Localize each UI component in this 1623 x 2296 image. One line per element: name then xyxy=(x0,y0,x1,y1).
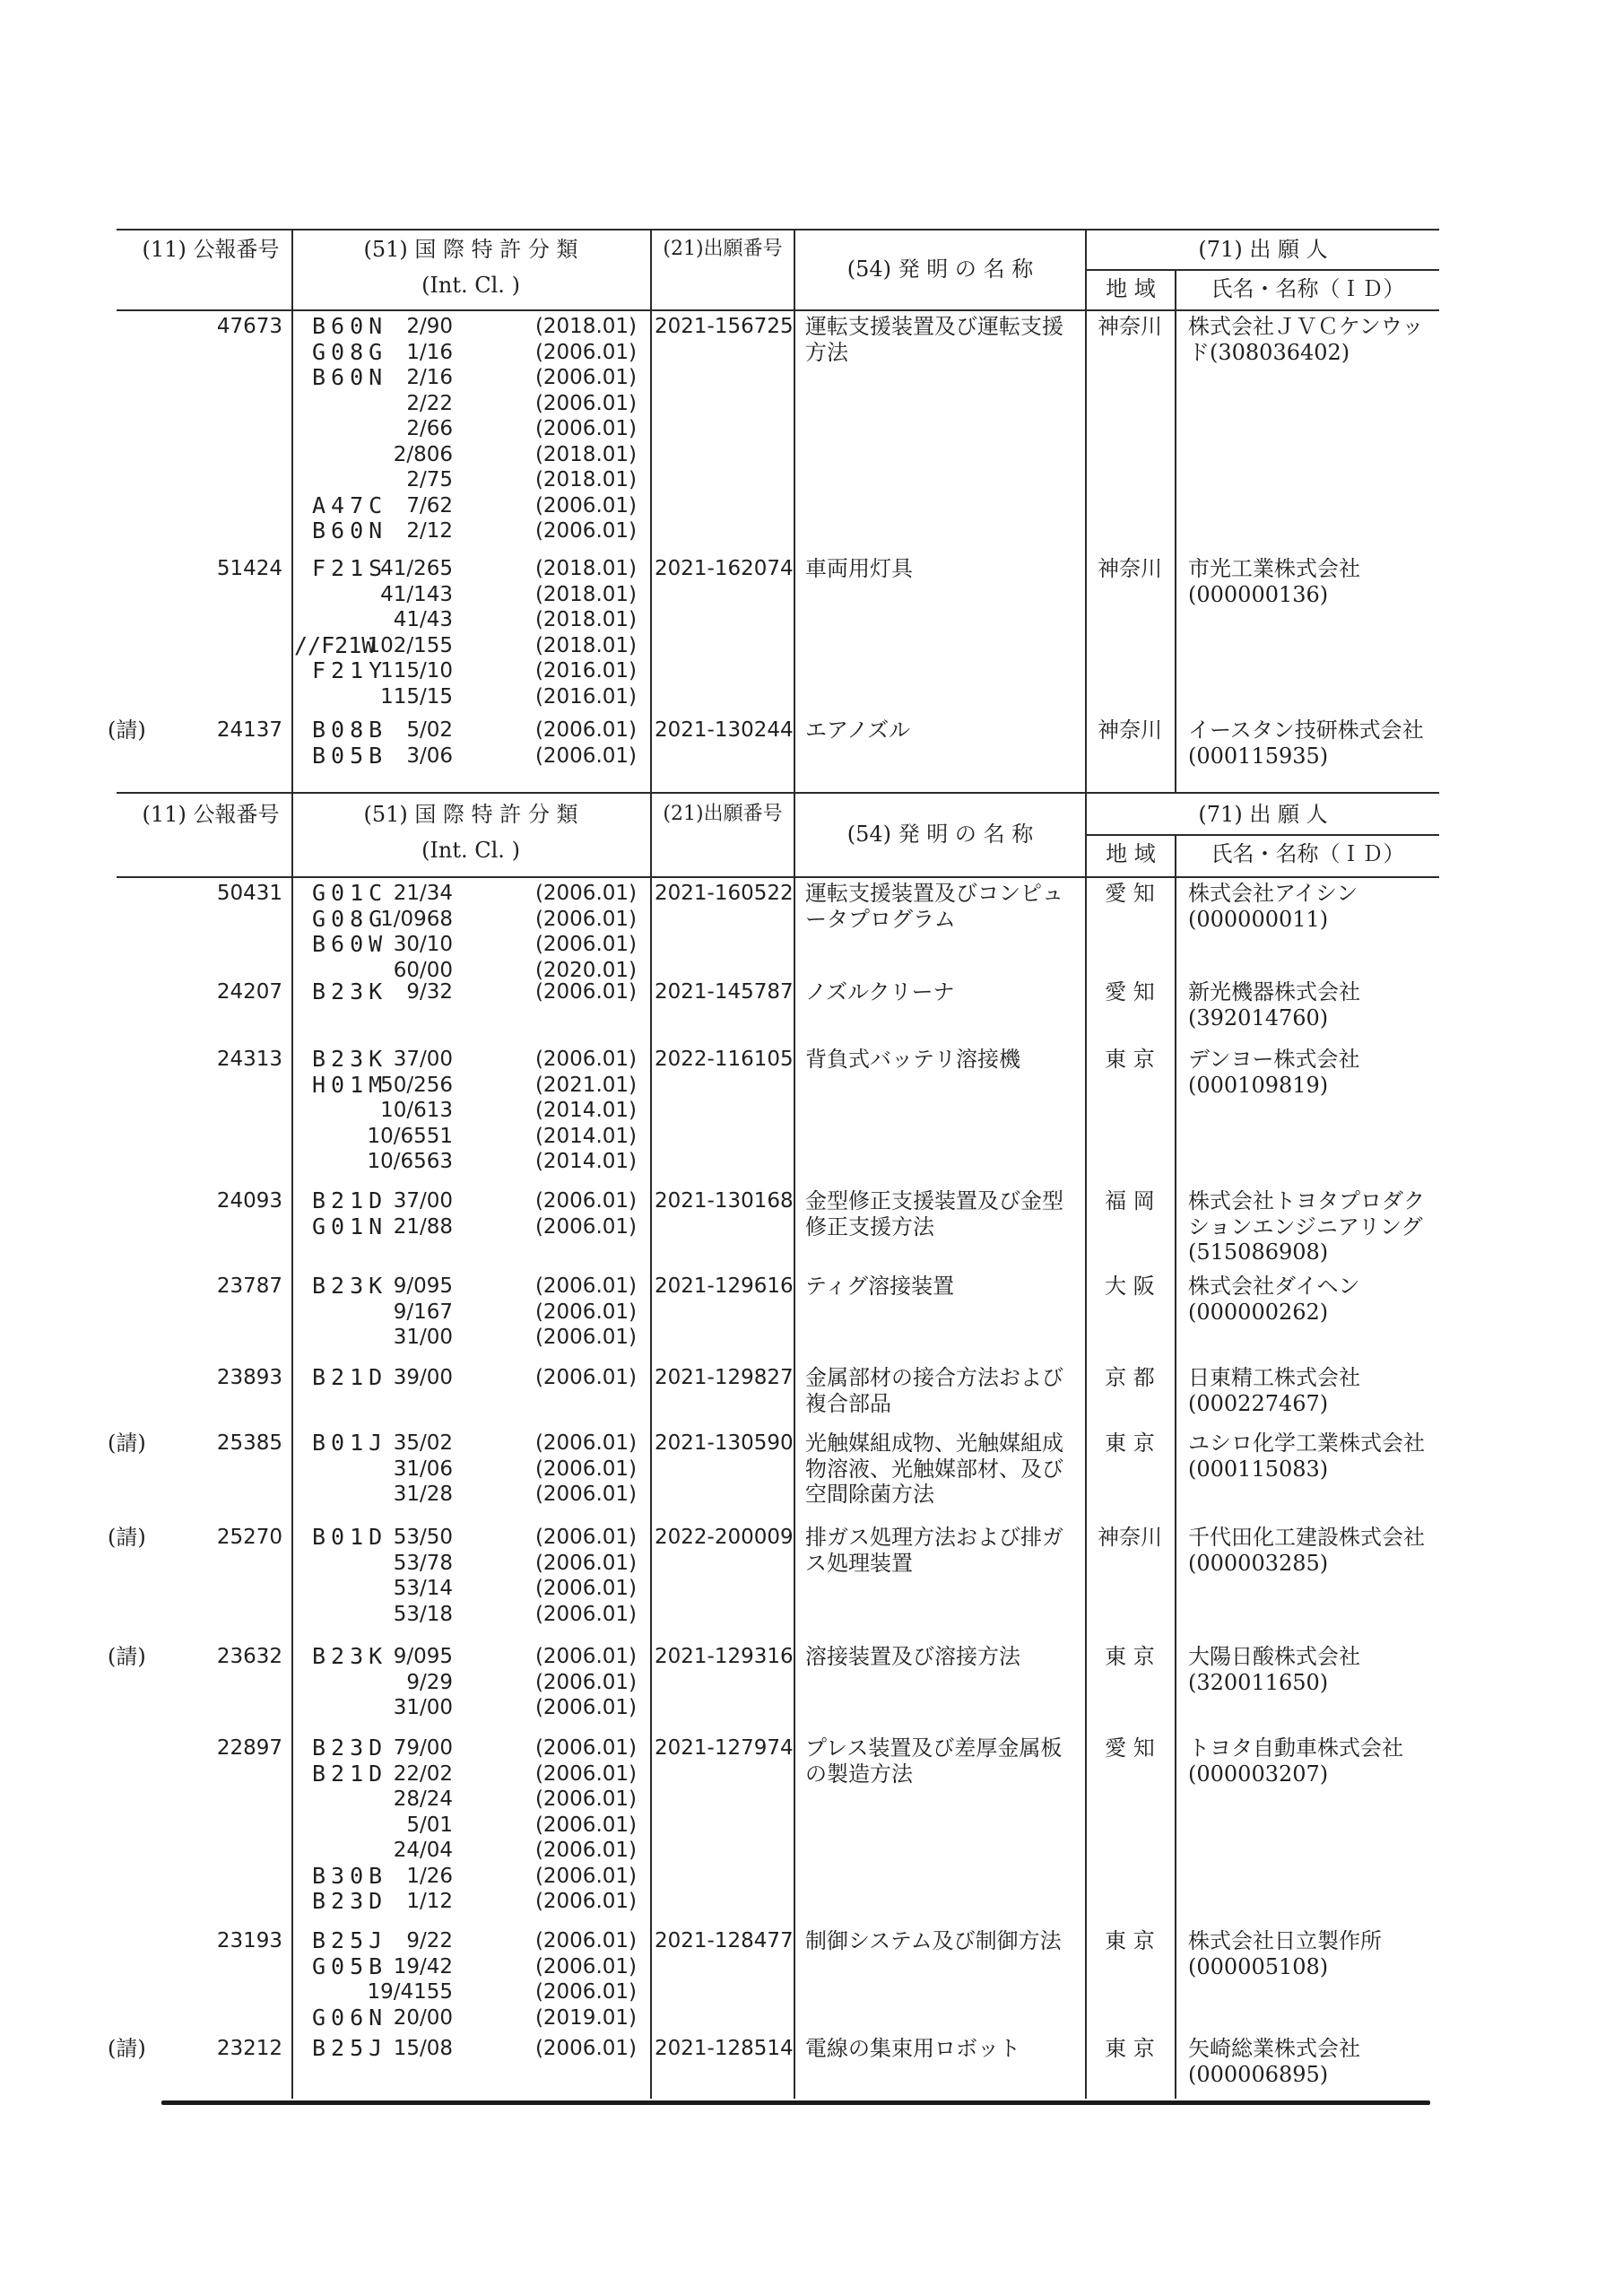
ipc-section: G08G xyxy=(312,338,388,365)
ipc-group: 115/10 xyxy=(380,659,453,683)
ipc-section: B21D xyxy=(312,1187,388,1213)
applicant-name: ユシロ化学工業株式会社(000115083) xyxy=(1188,1431,1425,1482)
application-number: 2021-160522 xyxy=(655,882,794,905)
ipc-section: B05B xyxy=(312,742,388,769)
ipc-version: (2006.01) xyxy=(534,1366,637,1389)
ipc-version: (2019.01) xyxy=(534,2005,637,2030)
applicant-name: 株式会社ダイヘン(000000262) xyxy=(1188,1274,1360,1325)
ipc-version: (2006.01) xyxy=(534,1761,637,1786)
ipc-version: (2006.01) xyxy=(534,1839,637,1862)
ipc-version: (2006.01) xyxy=(534,1483,637,1506)
header-ipc-sub: (Int. Cl. ) xyxy=(421,273,520,298)
applicant-name: 千代田化工建設株式会社(000003285) xyxy=(1188,1525,1425,1576)
koho-number: 47673 xyxy=(216,315,282,338)
application-number: 2021-129827 xyxy=(655,1366,794,1389)
ipc-group: 2/16 xyxy=(406,366,453,389)
ipc-version: (2006.01) xyxy=(534,1431,637,1455)
ipc-version: (2006.01) xyxy=(534,933,637,956)
ipc-version: (2006.01) xyxy=(534,1736,637,1760)
header-ipc-sub: (Int. Cl. ) xyxy=(421,838,520,863)
ipc-version: (2006.01) xyxy=(534,1890,637,1913)
ipc-version: (2006.01) xyxy=(534,1326,637,1349)
ipc-group: 9/167 xyxy=(393,1300,453,1324)
ipc-group: 15/08 xyxy=(393,2037,453,2060)
applicant-region: 東 京 xyxy=(1105,1047,1155,1072)
ipc-section: B23K xyxy=(312,1046,388,1072)
ipc-version: (2018.01) xyxy=(534,633,637,657)
invention-title: ノズルクリーナ xyxy=(805,979,955,1004)
application-number: 2022-116105 xyxy=(655,1048,794,1071)
koho-number: 23787 xyxy=(216,1274,282,1298)
claim-mark: (請) xyxy=(108,1644,146,1669)
ipc-version: (2018.01) xyxy=(534,442,637,466)
ipc-group: 50/256 xyxy=(380,1073,453,1097)
ipc-section: G08G xyxy=(312,905,388,932)
koho-number: 24207 xyxy=(216,980,282,1004)
ipc-version: (2018.01) xyxy=(534,315,637,338)
ipc-version: (2006.01) xyxy=(534,718,637,742)
ipc-group: 1/26 xyxy=(406,1864,453,1888)
ipc-version: (2020.01) xyxy=(534,958,637,982)
applicant-region: 福 岡 xyxy=(1105,1188,1155,1213)
invention-title: ティグ溶接装置 xyxy=(805,1274,955,1299)
ipc-group: 53/78 xyxy=(393,1551,453,1575)
applicant-region: 神奈川 xyxy=(1098,556,1162,581)
ipc-section: G06N xyxy=(312,2004,388,2031)
claim-mark: (請) xyxy=(108,1431,146,1456)
invention-title: 電線の集束用ロボット xyxy=(805,2036,1020,2061)
applicant-name: 新光機器株式会社(392014760) xyxy=(1188,979,1360,1031)
koho-number: 25385 xyxy=(216,1431,282,1455)
ipc-group: 41/265 xyxy=(380,557,453,580)
applicant-region: 愛 知 xyxy=(1105,881,1155,906)
ipc-section: F21S xyxy=(312,555,388,581)
koho-number: 23632 xyxy=(216,1645,282,1668)
ipc-version: (2006.01) xyxy=(534,1787,637,1811)
ipc-version: (2016.01) xyxy=(534,659,637,683)
ipc-version: (2006.01) xyxy=(534,366,637,389)
ipc-group: 115/15 xyxy=(380,684,453,709)
ipc-group: 21/34 xyxy=(393,882,453,905)
ipc-version: (2006.01) xyxy=(534,2037,637,2060)
header-title: (54) 発 明 の 名 称 xyxy=(846,257,1034,282)
koho-number: 24137 xyxy=(216,718,282,742)
ipc-version: (2006.01) xyxy=(534,1864,637,1888)
application-number: 2021-127974 xyxy=(655,1736,794,1760)
ipc-section: B60W xyxy=(312,931,388,957)
application-number: 2021-130590 xyxy=(655,1431,794,1455)
ipc-section: B25J xyxy=(312,2035,388,2061)
header-applicant: (71) 出 願 人 xyxy=(1198,802,1328,827)
ipc-group: 20/00 xyxy=(393,2005,453,2030)
ipc-version: (2006.01) xyxy=(534,417,637,440)
ipc-version: (2006.01) xyxy=(534,493,637,517)
applicant-region: 愛 知 xyxy=(1105,1735,1155,1761)
koho-number: 24313 xyxy=(216,1048,282,1071)
ipc-version: (2014.01) xyxy=(534,1099,637,1122)
ipc-version: (2006.01) xyxy=(534,907,637,931)
application-number: 2021-145787 xyxy=(655,980,794,1004)
ipc-version: (2006.01) xyxy=(534,1526,637,1549)
ipc-version: (2006.01) xyxy=(534,1300,637,1324)
ipc-version: (2018.01) xyxy=(534,582,637,606)
applicant-name: 日東精工株式会社(000227467) xyxy=(1188,1365,1360,1416)
applicant-region: 東 京 xyxy=(1105,1431,1155,1456)
ipc-group: 9/22 xyxy=(406,1929,453,1952)
ipc-group: 28/24 xyxy=(393,1787,453,1811)
ipc-section: B60N xyxy=(312,364,388,390)
invention-title: プレス装置及び差厚金属板の製造方法 xyxy=(805,1735,1063,1787)
ipc-section: B01D xyxy=(312,1524,388,1550)
invention-title: 光触媒組成物、光触媒組成物溶液、光触媒部材、及び空間除菌方法 xyxy=(805,1431,1063,1507)
applicant-name: イースタン技研株式会社(000115935) xyxy=(1188,718,1424,769)
applicant-region: 東 京 xyxy=(1105,2036,1155,2061)
ipc-group: 2/75 xyxy=(406,468,453,491)
application-number: 2021-162074 xyxy=(655,557,794,580)
ipc-version: (2006.01) xyxy=(534,1670,637,1694)
header-ipc: (51) 国 際 特 許 分 類 xyxy=(363,237,578,262)
ipc-section: B21D xyxy=(312,1364,388,1390)
ipc-group: 9/29 xyxy=(406,1670,453,1694)
ipc-version: (2006.01) xyxy=(534,980,637,1004)
ipc-group: 31/00 xyxy=(393,1696,453,1719)
ipc-section: B23K xyxy=(312,1643,388,1669)
applicant-region: 京 都 xyxy=(1105,1365,1155,1390)
ipc-section: B23D xyxy=(312,1735,388,1761)
koho-number: 51424 xyxy=(216,557,282,580)
ipc-group: 24/04 xyxy=(393,1839,453,1862)
header-applicant: (71) 出 願 人 xyxy=(1198,237,1328,262)
header-koho: (11) 公報番号 xyxy=(142,802,280,827)
ipc-section: B01J xyxy=(312,1430,388,1456)
applicant-name: 矢崎総業株式会社(000006895) xyxy=(1188,2036,1360,2087)
ipc-group: 37/00 xyxy=(393,1189,453,1213)
ipc-version: (2016.01) xyxy=(534,684,637,709)
ipc-group: 31/00 xyxy=(393,1326,453,1349)
ipc-group: 19/4155 xyxy=(367,1980,453,2004)
ipc-group: 1/12 xyxy=(406,1890,453,1913)
ipc-group: 2/66 xyxy=(406,417,453,440)
ipc-section: B23D xyxy=(312,1888,388,1914)
invention-title: 背負式バッテリ溶接機 xyxy=(805,1047,1020,1072)
ipc-version: (2006.01) xyxy=(534,1551,637,1575)
ipc-section: B08B xyxy=(312,717,388,743)
ipc-version: (2006.01) xyxy=(534,1696,637,1719)
invention-title: 排ガス処理方法および排ガス処理装置 xyxy=(805,1525,1063,1576)
applicant-name: 株式会社日立製作所(000005108) xyxy=(1188,1928,1382,1979)
koho-number: 23193 xyxy=(216,1929,282,1952)
ipc-group: 22/02 xyxy=(393,1761,453,1786)
ipc-group: 1/0968 xyxy=(380,907,453,931)
ipc-group: 1/16 xyxy=(406,340,453,364)
ipc-group: 9/095 xyxy=(393,1645,453,1668)
ipc-version: (2006.01) xyxy=(534,1048,637,1071)
application-number: 2021-130168 xyxy=(655,1189,794,1213)
ipc-version: (2006.01) xyxy=(534,1929,637,1952)
ipc-version: (2014.01) xyxy=(534,1124,637,1148)
header-koho: (11) 公報番号 xyxy=(142,237,280,262)
ipc-version: (2006.01) xyxy=(534,1274,637,1298)
applicant-name: 市光工業株式会社(000000136) xyxy=(1188,556,1360,607)
ipc-version: (2014.01) xyxy=(534,1150,637,1173)
claim-mark: (請) xyxy=(108,1525,146,1550)
header-app: (21)出願番号 xyxy=(663,238,783,260)
ipc-group: 10/613 xyxy=(380,1099,453,1122)
koho-number: 22897 xyxy=(216,1736,282,1760)
ipc-version: (2006.01) xyxy=(534,1813,637,1837)
ipc-version: (2006.01) xyxy=(534,744,637,768)
ipc-group: 5/02 xyxy=(406,718,453,742)
invention-title: 運転支援装置及び運転支援方法 xyxy=(805,314,1063,365)
invention-title: 溶接装置及び溶接方法 xyxy=(805,1644,1020,1669)
ipc-version: (2018.01) xyxy=(534,468,637,491)
ipc-section: A47C xyxy=(312,491,388,518)
ipc-group: 9/32 xyxy=(406,980,453,1004)
koho-number: 50431 xyxy=(216,882,282,905)
ipc-group: 10/6563 xyxy=(367,1150,453,1173)
ipc-version: (2021.01) xyxy=(534,1073,637,1097)
applicant-region: 東 京 xyxy=(1105,1644,1155,1669)
ipc-group: 19/42 xyxy=(393,1954,453,1979)
header-region: 地 域 xyxy=(1106,841,1156,866)
ipc-version: (2006.01) xyxy=(534,519,637,543)
ipc-version: (2018.01) xyxy=(534,557,637,580)
ipc-group: 30/10 xyxy=(393,933,453,956)
invention-title: 制御システム及び制御方法 xyxy=(805,1928,1062,1953)
applicant-name: 大陽日酸株式会社(320011650) xyxy=(1188,1644,1360,1695)
invention-title: 運転支援装置及びコンピュータプログラム xyxy=(805,881,1063,932)
ipc-group: 53/14 xyxy=(393,1577,453,1600)
application-number: 2022-200009 xyxy=(655,1526,794,1549)
ipc-section: B23K xyxy=(312,1273,388,1299)
ipc-group: 2/12 xyxy=(406,519,453,543)
ipc-version: (2006.01) xyxy=(534,1189,637,1213)
header-region: 地 域 xyxy=(1106,276,1156,301)
ipc-version: (2006.01) xyxy=(534,1645,637,1668)
bottom-rule xyxy=(161,2100,1430,2105)
ipc-group: 41/143 xyxy=(380,582,453,606)
applicant-region: 神奈川 xyxy=(1098,314,1162,339)
ipc-version: (2006.01) xyxy=(534,1577,637,1600)
ipc-section: B21D xyxy=(312,1760,388,1787)
header-app: (21)出願番号 xyxy=(663,803,783,825)
invention-title: 金属部材の接合方法および複合部品 xyxy=(805,1365,1063,1416)
ipc-version: (2006.01) xyxy=(534,340,637,364)
ipc-section: H01M xyxy=(312,1071,388,1098)
koho-number: 24093 xyxy=(216,1189,282,1213)
claim-mark: (請) xyxy=(108,718,146,743)
ipc-section: G05B xyxy=(312,1952,388,1979)
applicant-region: 神奈川 xyxy=(1098,1525,1162,1550)
ipc-section: B60N xyxy=(312,313,388,339)
ipc-version: (2006.01) xyxy=(534,1954,637,1979)
ipc-group: 10/6551 xyxy=(367,1124,453,1148)
applicant-region: 東 京 xyxy=(1105,1928,1155,1953)
application-number: 2021-156725 xyxy=(655,315,794,338)
application-number: 2021-129316 xyxy=(655,1645,794,1668)
applicant-name: 株式会社アイシン(000000011) xyxy=(1188,881,1358,932)
koho-number: 23212 xyxy=(216,2037,282,2060)
ipc-group: 53/50 xyxy=(393,1526,453,1549)
ipc-section: F21Y xyxy=(312,657,388,683)
invention-title: エアノズル xyxy=(805,718,911,743)
ipc-version: (2006.01) xyxy=(534,882,637,905)
ipc-section: B60N xyxy=(312,517,388,544)
ipc-group: 2/806 xyxy=(393,442,453,466)
applicant-name: 株式会社トヨタプロダクションエンジニアリング(515086908) xyxy=(1188,1188,1425,1265)
applicant-name: 株式会社ＪＶＣケンウッド(308036402) xyxy=(1188,314,1424,365)
ipc-section: B30B xyxy=(312,1862,388,1889)
applicant-name: デンヨー株式会社(000109819) xyxy=(1188,1047,1360,1098)
ipc-group: 35/02 xyxy=(393,1431,453,1455)
ipc-version: (2006.01) xyxy=(534,1602,637,1626)
ipc-group: 31/28 xyxy=(393,1483,453,1506)
ipc-group: 21/88 xyxy=(393,1214,453,1239)
ipc-group: 60/00 xyxy=(393,958,453,982)
ipc-version: (2006.01) xyxy=(534,1214,637,1239)
ipc-section: //F21W xyxy=(294,631,376,658)
ipc-group: 9/095 xyxy=(393,1274,453,1298)
application-number: 2021-128477 xyxy=(655,1929,794,1952)
applicant-region: 愛 知 xyxy=(1105,979,1155,1004)
ipc-group: 39/00 xyxy=(393,1366,453,1389)
ipc-group: 7/62 xyxy=(406,493,453,517)
ipc-group: 5/01 xyxy=(406,1813,453,1837)
invention-title: 金型修正支援装置及び金型修正支援方法 xyxy=(805,1188,1063,1239)
ipc-group: 102/155 xyxy=(367,633,453,657)
application-number: 2021-129616 xyxy=(655,1274,794,1298)
ipc-group: 79/00 xyxy=(393,1736,453,1760)
ipc-group: 53/18 xyxy=(393,1602,453,1626)
patent-table-1 xyxy=(108,229,1439,794)
koho-number: 25270 xyxy=(216,1526,282,1549)
application-number: 2021-130244 xyxy=(655,718,794,742)
patent-table-2 xyxy=(108,794,1439,2099)
ipc-version: (2018.01) xyxy=(534,608,637,631)
header-name: 氏名・名称（ＩＤ） xyxy=(1211,276,1405,301)
ipc-section: G01C xyxy=(312,880,388,906)
ipc-section: G01N xyxy=(312,1213,388,1239)
ipc-group: 2/22 xyxy=(406,391,453,415)
claim-mark: (請) xyxy=(108,2036,146,2061)
invention-title: 車両用灯具 xyxy=(805,556,913,581)
applicant-name: トヨタ自動車株式会社(000003207) xyxy=(1188,1735,1403,1787)
ipc-version: (2006.01) xyxy=(534,1457,637,1481)
header-name: 氏名・名称（ＩＤ） xyxy=(1211,841,1405,866)
ipc-group: 41/43 xyxy=(393,608,453,631)
ipc-version: (2006.01) xyxy=(534,391,637,415)
ipc-version: (2006.01) xyxy=(534,1980,637,2004)
header-title: (54) 発 明 の 名 称 xyxy=(846,822,1034,847)
ipc-section: B23K xyxy=(312,978,388,1004)
header-ipc: (51) 国 際 特 許 分 類 xyxy=(363,802,578,827)
koho-number: 23893 xyxy=(216,1366,282,1389)
ipc-section: B25J xyxy=(312,1927,388,1953)
applicant-region: 大 阪 xyxy=(1105,1274,1155,1299)
ipc-group: 31/06 xyxy=(393,1457,453,1481)
applicant-region: 神奈川 xyxy=(1098,718,1162,743)
ipc-group: 3/06 xyxy=(406,744,453,768)
ipc-group: 2/90 xyxy=(406,315,453,338)
ipc-group: 37/00 xyxy=(393,1048,453,1071)
application-number: 2021-128514 xyxy=(655,2037,794,2060)
